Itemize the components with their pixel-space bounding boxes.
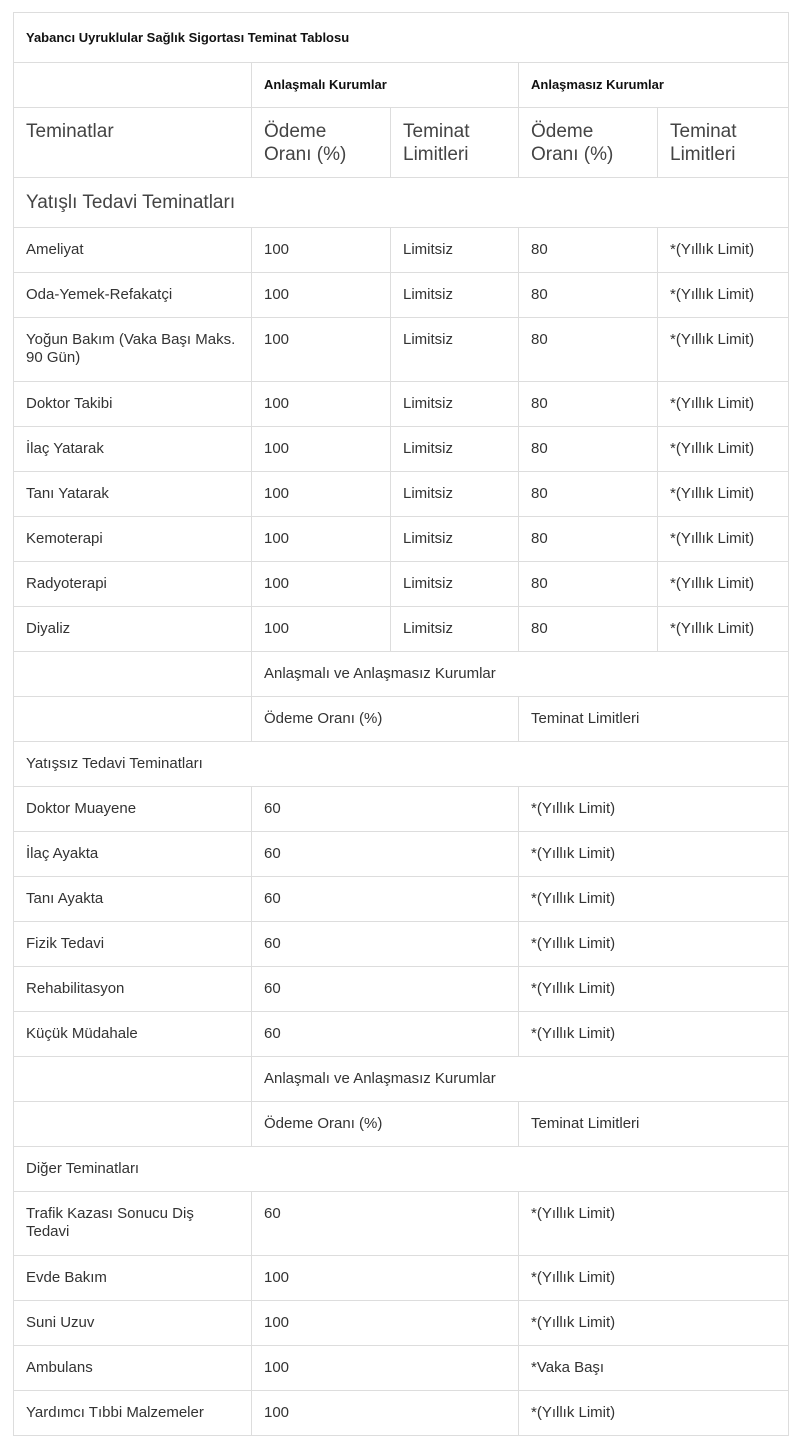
- coverage-name: Evde Bakım: [14, 1256, 252, 1301]
- coverage-name: Diyaliz: [14, 607, 252, 652]
- table-row: [14, 318, 789, 382]
- payment-rate-value: 60: [252, 1012, 519, 1057]
- coverage-name: İlaç Yatarak: [14, 427, 252, 472]
- payment-rate-value: 60: [252, 1192, 519, 1256]
- limit-value: *(Yıllık Limit): [519, 967, 789, 1012]
- limits-column-header: Teminat Limitleri: [658, 108, 789, 178]
- coverage-name: Suni Uzuv: [14, 1301, 252, 1346]
- coverage-name: Doktor Takibi: [14, 382, 252, 427]
- limit-value: *(Yıllık Limit): [658, 472, 789, 517]
- limits-column-header: Teminat Limitleri: [519, 697, 789, 742]
- coverage-name: Küçük Müdahale: [14, 1012, 252, 1057]
- payment-rate-value: 80: [519, 273, 658, 318]
- payment-rate-value: 100: [252, 318, 391, 382]
- limit-value: *(Yıllık Limit): [519, 922, 789, 967]
- empty-cell: [14, 1102, 252, 1147]
- section-title-row: [14, 742, 789, 787]
- payment-rate-value: 100: [252, 1346, 519, 1391]
- payment-rate-value: 60: [252, 787, 519, 832]
- section-title: Diğer Teminatları: [14, 1147, 789, 1192]
- column-header-row: [14, 108, 789, 178]
- limit-value: *(Yıllık Limit): [658, 382, 789, 427]
- coverage-name: Yardımcı Tıbbi Malzemeler: [14, 1391, 252, 1436]
- table-title-row: [14, 13, 789, 63]
- table-row: [14, 1192, 789, 1256]
- coverage-name: Rehabilitasyon: [14, 967, 252, 1012]
- payment-rate-value: 100: [252, 517, 391, 562]
- payment-rate-value: 80: [519, 427, 658, 472]
- payment-rate-value: 100: [252, 1301, 519, 1346]
- coverage-name: Fizik Tedavi: [14, 922, 252, 967]
- payment-rate-value: 80: [519, 562, 658, 607]
- limit-value: Limitsiz: [391, 427, 519, 472]
- group-header: Anlaşmalı ve Anlaşmasız Kurumlar: [252, 652, 789, 697]
- limit-value: *(Yıllık Limit): [519, 787, 789, 832]
- payment-rate-value: 100: [252, 562, 391, 607]
- payment-rate-column-header: Ödeme Oranı (%): [519, 108, 658, 178]
- limit-value: Limitsiz: [391, 607, 519, 652]
- payment-rate-value: 60: [252, 967, 519, 1012]
- payment-rate-value: 100: [252, 382, 391, 427]
- limit-value: Limitsiz: [391, 562, 519, 607]
- limit-value: *(Yıllık Limit): [519, 1192, 789, 1256]
- coverage-name: İlaç Ayakta: [14, 832, 252, 877]
- coverage-name: Radyoterapi: [14, 562, 252, 607]
- coverage-name: Kemoterapi: [14, 517, 252, 562]
- section-title: Yatışsız Tedavi Teminatları: [14, 742, 789, 787]
- table-row: [14, 382, 789, 427]
- limit-value: *Vaka Başı: [519, 1346, 789, 1391]
- coverage-table: [13, 12, 789, 1436]
- table-row: [14, 472, 789, 517]
- limit-value: Limitsiz: [391, 228, 519, 273]
- limit-value: *(Yıllık Limit): [658, 607, 789, 652]
- payment-rate-value: 80: [519, 517, 658, 562]
- section-title-row: [14, 1147, 789, 1192]
- coverage-name: Oda-Yemek-Refakatçi: [14, 273, 252, 318]
- table-row: [14, 228, 789, 273]
- table-row: [14, 877, 789, 922]
- limit-value: *(Yıllık Limit): [519, 1256, 789, 1301]
- coverage-name: Ameliyat: [14, 228, 252, 273]
- group-header-row: [14, 1057, 789, 1102]
- coverages-column-header: Teminatlar: [14, 108, 252, 178]
- payment-rate-value: 100: [252, 1391, 519, 1436]
- payment-rate-column-header: Ödeme Oranı (%): [252, 1102, 519, 1147]
- column-header-row: [14, 697, 789, 742]
- limit-value: Limitsiz: [391, 472, 519, 517]
- coverage-name: Trafik Kazası Sonucu Diş Tedavi: [14, 1192, 252, 1256]
- payment-rate-value: 100: [252, 607, 391, 652]
- empty-cell: [14, 1057, 252, 1102]
- limit-value: *(Yıllık Limit): [658, 318, 789, 382]
- limit-value: Limitsiz: [391, 273, 519, 318]
- group-header-row: [14, 63, 789, 108]
- limit-value: *(Yıllık Limit): [519, 1301, 789, 1346]
- limit-value: *(Yıllık Limit): [519, 832, 789, 877]
- table-row: [14, 607, 789, 652]
- payment-rate-value: 60: [252, 922, 519, 967]
- payment-rate-value: 60: [252, 832, 519, 877]
- group-noncontracted-header: Anlaşmasız Kurumlar: [519, 63, 789, 108]
- payment-rate-value: 60: [252, 877, 519, 922]
- limit-value: *(Yıllık Limit): [658, 562, 789, 607]
- table-row: [14, 1256, 789, 1301]
- group-header-row: [14, 652, 789, 697]
- group-contracted-header: Anlaşmalı Kurumlar: [252, 63, 519, 108]
- payment-rate-value: 80: [519, 382, 658, 427]
- limits-column-header: Teminat Limitleri: [519, 1102, 789, 1147]
- limit-value: *(Yıllık Limit): [658, 228, 789, 273]
- limits-column-header: Teminat Limitleri: [391, 108, 519, 178]
- payment-rate-value: 100: [252, 1256, 519, 1301]
- coverage-name: Yoğun Bakım (Vaka Başı Maks. 90 Gün): [14, 318, 252, 382]
- empty-cell: [14, 652, 252, 697]
- limit-value: *(Yıllık Limit): [519, 1391, 789, 1436]
- table-row: [14, 427, 789, 472]
- section-title-row: [14, 178, 789, 228]
- payment-rate-column-header: Ödeme Oranı (%): [252, 108, 391, 178]
- limit-value: *(Yıllık Limit): [658, 427, 789, 472]
- table-row: [14, 273, 789, 318]
- limit-value: *(Yıllık Limit): [658, 517, 789, 562]
- column-header-row: [14, 1102, 789, 1147]
- coverage-name: Tanı Yatarak: [14, 472, 252, 517]
- coverage-name: Doktor Muayene: [14, 787, 252, 832]
- payment-rate-column-header: Ödeme Oranı (%): [252, 697, 519, 742]
- empty-cell: [14, 697, 252, 742]
- table-row: [14, 832, 789, 877]
- coverage-table-container: [13, 12, 789, 1436]
- payment-rate-value: 80: [519, 318, 658, 382]
- section-title-inpatient: Yatışlı Tedavi Teminatları: [14, 178, 789, 228]
- coverage-name: Tanı Ayakta: [14, 877, 252, 922]
- payment-rate-value: 100: [252, 273, 391, 318]
- table-row: [14, 1012, 789, 1057]
- limit-value: Limitsiz: [391, 382, 519, 427]
- table-row: [14, 1301, 789, 1346]
- limit-value: *(Yıllık Limit): [519, 877, 789, 922]
- limit-value: *(Yıllık Limit): [658, 273, 789, 318]
- limit-value: Limitsiz: [391, 318, 519, 382]
- payment-rate-value: 80: [519, 472, 658, 517]
- limit-value: Limitsiz: [391, 517, 519, 562]
- coverage-name: Ambulans: [14, 1346, 252, 1391]
- group-header: Anlaşmalı ve Anlaşmasız Kurumlar: [252, 1057, 789, 1102]
- table-row: [14, 562, 789, 607]
- table-title: Yabancı Uyruklular Sağlık Sigortası Teminat Tablosu: [14, 13, 789, 63]
- payment-rate-value: 80: [519, 607, 658, 652]
- table-row: [14, 787, 789, 832]
- payment-rate-value: 100: [252, 427, 391, 472]
- limit-value: *(Yıllık Limit): [519, 1012, 789, 1057]
- payment-rate-value: 100: [252, 228, 391, 273]
- payment-rate-value: 80: [519, 228, 658, 273]
- table-row: [14, 1391, 789, 1436]
- table-row: [14, 922, 789, 967]
- table-row: [14, 1346, 789, 1391]
- table-row: [14, 517, 789, 562]
- table-row: [14, 967, 789, 1012]
- payment-rate-value: 100: [252, 472, 391, 517]
- empty-cell: [14, 63, 252, 108]
